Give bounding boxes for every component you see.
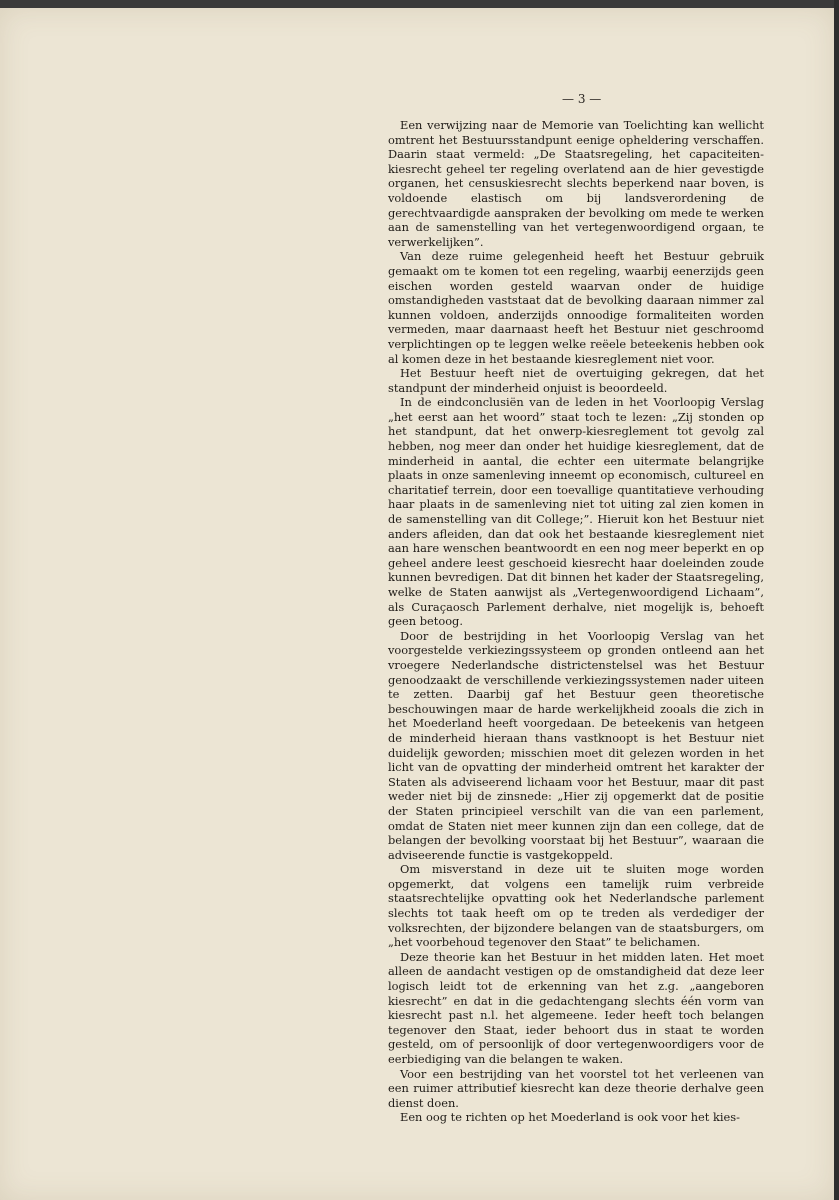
paragraph-7: Deze theorie kan het Bestuur in het midden laten. Het moet alleen de aandacht vestigen op de omstandigheid dat deze leer logisch leidt tot de erkenning van het z.g. „aangeboren kiesrecht” en dat in die gedachtengang slechts één vorm van kiesrecht past n.l. het algemeene. Ieder heeft toch belangen tegenover den Staat, ieder behoort dus in staat te worden gesteld, om of persoonlijk of door vertegenwoordigers voor de eerbiediging van die belangen te waken.: [388, 949, 764, 1066]
body-text: [388, 118, 764, 1125]
paragraph-3: Het Bestuur heeft niet de overtuiging gekregen, dat het standpunt der minderheid onjuist is beoordeeld.: [388, 366, 764, 395]
scan-edge: [834, 0, 839, 1200]
paragraph-5: Door de bestrijding in het Voorloopig Verslag van het voorgestelde verkiezingssysteem op gronden ontleend aan het vroegere Nederlandsche districtenstelsel was het Bestuur genoodzaakt de verschillende verkiezingssystemen nader uiteen te zetten. Daarbij gaf het Bestuur geen theoretische beschouwingen maar de harde werkelijkheid zooals die zich in het Moederland heeft voorgedaan. De beteekenis van hetgeen de minderheid hieraan thans vastknoopt is het Bestuur niet duidelijk geworden; misschien moet dit gelezen worden in het licht van de opvatting der minderheid omtrent het karakter der Staten als adviseerend lichaam voor het Bestuur, maar dit past weder niet bij de zinsnede: „Hier zij opgemerkt dat de positie der Staten principieel verschilt van die van een parlement, omdat de Staten niet meer kunnen zijn dan een college, dat de belangen der bevolking voorstaat bij het Bestuur”, waaraan die adviseerende functie is vastgekoppeld.: [388, 628, 764, 862]
paragraph-6: Om misverstand in deze uit te sluiten moge worden opgemerkt, dat volgens een tamelijk ruim verbreide staatsrechtelijke opvatting ook het Nederlandsche parlement slechts tot taak heeft om op te treden als verdediger der volksrechten, der bijzondere belangen van de staatsburgers, om „het voorbehoud tegenover den Staat” te belichamen.: [388, 862, 764, 950]
paragraph-1: Een verwijzing naar de Memorie van Toelichting kan wellicht omtrent het Bestuursstandpunt eenige opheldering verschaffen. Daarin staat vermeld: „De Staatsregeling, het capaciteiten-kiesrecht geheel ter regeling overlatend aan de hier gevestigde organen, het censuskiesrecht slechts beperkend naar boven, is voldoende elastisch om bij landsverordening de gerechtvaardigde aanspraken der bevolking om mede te werken aan de samenstelling van het vertegenwoordigend orgaan, te verwerkelijken”.: [388, 118, 764, 249]
paragraph-8: Voor een bestrijding van het voorstel tot het verleenen van een ruimer attributief kiesrecht kan deze theorie derhalve geen dienst doen.: [388, 1066, 764, 1110]
page-number: — 3 —: [562, 92, 602, 106]
paragraph-4: In de eindconclusiën van de leden in het Voorloopig Verslag „het eerst aan het woord” staat toch te lezen: „Zij stonden op het standpunt, dat het onwerp-kiesreglement tot gevolg zal hebben, nog meer dan onder het huidige kiesreglement, dat de minderheid in aantal, die echter een uitermate belangrijke plaats in onze samenleving inneemt op economisch, cultureel en charitatief terrein, door een toevallige quantitatieve verhouding haar plaats in de samenleving niet tot uiting zal zien komen in de samenstelling van dit College;”. Hieruit kon het Bestuur niet anders afleiden, dan dat ook het bestaande kiesreglement niet aan hare wenschen beantwoordt en een nog meer beperkt en op geheel andere leest geschoeid kiesrecht haar doeleinden zoude kunnen bevredigen. Dat dit binnen het kader der Staatsregeling, welke de Staten aanwijst als „Vertegenwoordigend Lichaam”, als Curaçaosch Parlement derhalve, niet mogelijk is, behoeft geen betoog.: [388, 395, 764, 629]
document-page: [0, 8, 834, 1200]
paragraph-2: Van deze ruime gelegenheid heeft het Bestuur gebruik gemaakt om te komen tot een regeling, waarbij eenerzijds geen eischen worden gesteld waarvan onder de huidige omstandigheden vaststaat dat de bevolking daaraan nimmer zal kunnen voldoen, anderzijds onnoodige formaliteiten worden vermeden, maar daarnaast heeft het Bestuur niet geschroomd verplichtingen op te leggen welke reëele beteekenis hebben ook al komen deze in het bestaande kiesreglement niet voor.: [388, 249, 764, 366]
paragraph-9: Een oog te richten op het Moederland is ook voor het kies-: [400, 1110, 740, 1125]
